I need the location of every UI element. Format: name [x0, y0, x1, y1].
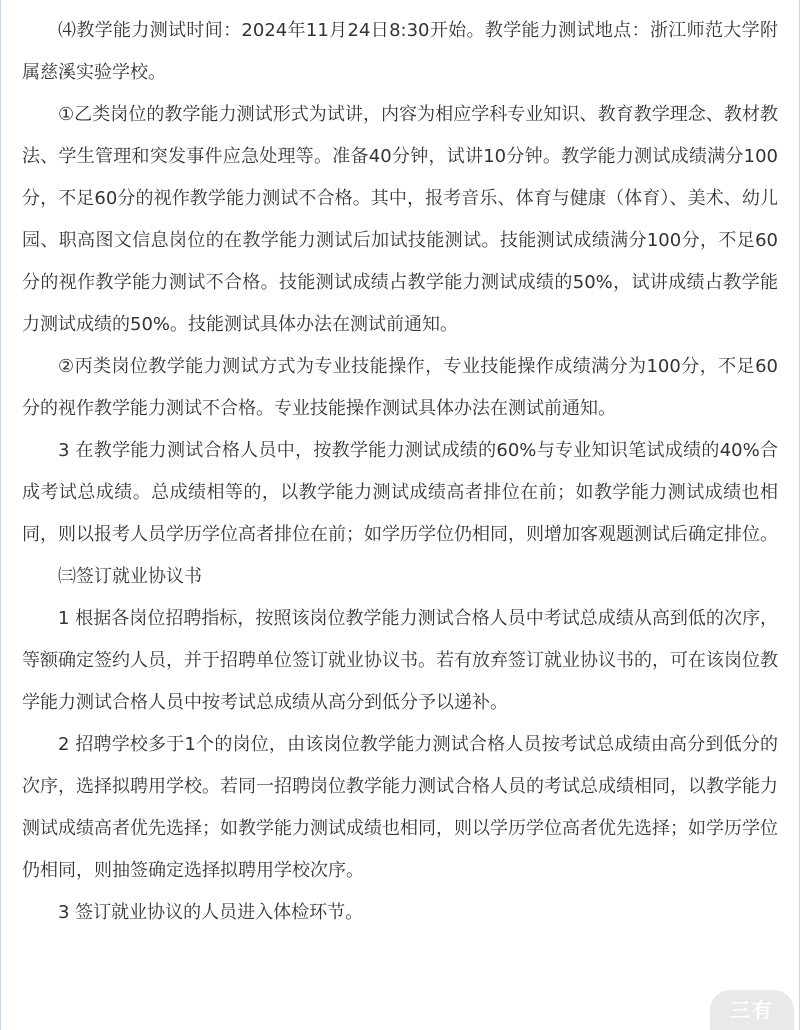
section-heading-agreement: ㈢签订就业协议书	[58, 566, 202, 587]
paragraph-total-score: 3 在教学能力测试合格人员中，按教学能力测试成绩的60%与专业知识笔试成绩的40%合成考试总成绩。总成绩相等的，以教学能力测试成绩高者排位在前；如教学能力测试成绩也相同，则以报考人员学历学位高者排位在前；如学历学位仍相同，则增加客观题测试后确定排位。	[22, 440, 778, 545]
paragraph-agreement-1: 1 根据各岗位招聘指标，按照该岗位教学能力测试合格人员中考试总成绩从高到低的次序，等额确定签约人员，并于招聘单位签订就业协议书。若有放弃签订就业协议书的，可在该岗位教学能力测试合格人员中按考试总成绩从高分到低分予以递补。	[22, 608, 778, 713]
watermark-logo: 三有	[710, 990, 794, 1030]
paragraph-agreement-2: 2 招聘学校多于1个的岗位，由该岗位教学能力测试合格人员按考试总成绩由高分到低分的次序，选择拟聘用学校。若同一招聘岗位教学能力测试合格人员的考试总成绩相同，以教学能力测试成绩高者优先选择；如教学能力测试成绩也相同，则以学历学位高者优先选择；如学历学位仍相同，则抽签确定选择拟聘用学校次序。	[22, 734, 778, 881]
paragraph-class-b-test: ①乙类岗位的教学能力测试形式为试讲，内容为相应学科专业知识、教育教学理念、教材教法、学生管理和突发事件应急处理等。准备40分钟，试讲10分钟。教学能力测试成绩满分100分，不足60分的视作教学能力测试不合格。其中，报考音乐、体育与健康（体育）、美术、幼儿园、职高图文信息岗位的在教学能力测试后加试技能测试。技能测试成绩满分100分，不足60分的视作教学能力测试不合格。技能测试成绩占教学能力测试成绩的50%，试讲成绩占教学能力测试成绩的50%。技能测试具体办法在测试前通知。	[22, 104, 778, 335]
document-body	[22, 10, 778, 934]
paragraph-test-time: ⑷教学能力测试时间：2024年11月24日8:30开始。教学能力测试地点：浙江师范大学附属慈溪实验学校。	[22, 20, 778, 83]
paragraph-class-c-test: ②丙类岗位教学能力测试方式为专业技能操作，专业技能操作成绩满分为100分，不足60分的视作教学能力测试不合格。专业技能操作测试具体办法在测试前通知。	[22, 356, 778, 419]
paragraph-agreement-3: 3 签订就业协议的人员进入体检环节。	[58, 902, 364, 923]
